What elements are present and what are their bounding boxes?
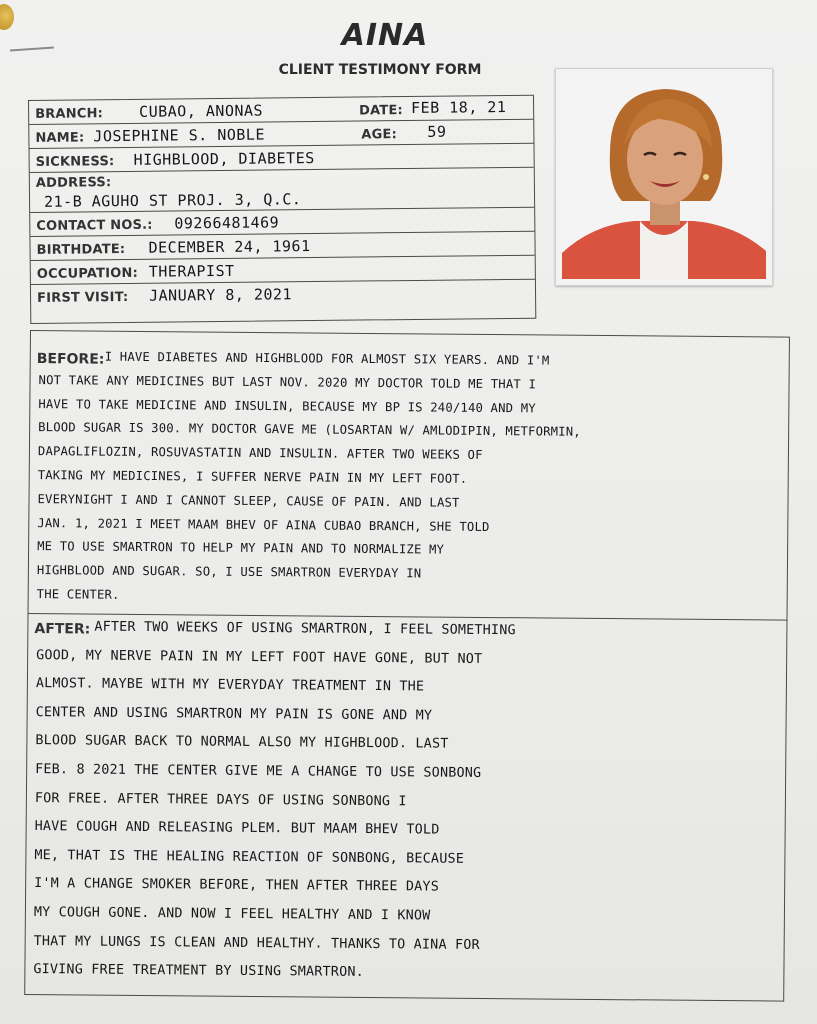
first-visit-value: JANUARY 8, 2021 (148, 285, 293, 305)
after-line: GOOD, MY NERVE PAIN IN MY LEFT FOOT HAVE GONE, BUT NOT (36, 647, 483, 667)
pushpin-icon (0, 4, 14, 30)
after-line: ME, THAT IS THE HEALING REACTION OF SONBONG, BECAUSE (34, 847, 465, 867)
first-visit-row (31, 280, 535, 309)
name-value: JOSEPHINE S. NOBLE (93, 125, 266, 146)
after-label: AFTER: (34, 621, 91, 638)
client-portrait-icon (562, 75, 766, 279)
occupation-value: THERAPIST (148, 261, 235, 281)
occupation-label: OCCUPATION: (36, 265, 139, 282)
after-line: FEB. 8 2021 THE CENTER GIVE ME A CHANGE TO USE SONBONG (35, 762, 482, 781)
contact-value: 09266481469 (174, 213, 280, 233)
before-line: TAKING MY MEDICINES, I SUFFER NERVE PAIN IN MY LEFT FOOT. (37, 468, 468, 486)
after-line: MY COUGH GONE. AND NOW I FEEL HEALTHY AND I KNOW (33, 905, 431, 924)
form-title: CLIENT TESTIMONY FORM (278, 62, 482, 78)
after-line: I'M A CHANGE SMOKER BEFORE, THEN AFTER THREE DAYS (34, 876, 440, 895)
address-label: ADDRESS: (35, 175, 112, 191)
before-line: THE CENTER. (36, 587, 120, 602)
after-line: CENTER AND USING SMARTRON MY PAIN IS GONE AND MY (35, 704, 433, 724)
before-label: BEFORE: (36, 351, 105, 368)
branch-value: CUBAO, ANONAS (139, 101, 264, 121)
birthdate-label: BIRTHDATE: (36, 241, 126, 258)
sickness-value: HIGHBLOOD, DIABETES (133, 149, 315, 169)
client-info-table (28, 95, 536, 324)
before-line: HIGHBLOOD AND SUGAR. SO, I USE SMARTRON EVERYDAY IN (36, 563, 422, 581)
client-photo-frame (555, 68, 773, 286)
before-line: NOT TAKE ANY MEDICINES BUT LAST NOV. 2020 MY DOCTOR TOLD ME THAT I (38, 372, 537, 392)
brand-title: AINA (341, 18, 429, 53)
sickness-label: SICKNESS: (35, 154, 115, 170)
before-line: JAN. 1, 2021 I MEET MAAM BHEV OF AINA CUBAO BRANCH, SHE TOLD (37, 515, 490, 534)
before-line: DAPAGLIFLOZIN, ROSUVASTATIN AND INSULIN. AFTER TWO WEEKS OF (37, 444, 483, 463)
date-value: FEB 18, 21 (411, 97, 507, 117)
paper-mark (10, 46, 54, 51)
contact-label: CONTACT NOS.: (36, 217, 153, 234)
before-line: BLOOD SUGAR IS 300. MY DOCTOR GAVE ME (LOSARTAN W/ AMLODIPIN, METFORMIN, (38, 420, 581, 440)
name-label: NAME: (35, 130, 85, 146)
age-label: AGE: (361, 127, 398, 143)
testimony-narrative (24, 330, 790, 1002)
after-line: HAVE COUGH AND RELEASING PLEM. BUT MAAM BHEV TOLD (34, 819, 440, 838)
branch-label: BRANCH: (35, 106, 104, 122)
age-value: 59 (427, 122, 447, 141)
before-line: ME TO USE SMARTRON TO HELP MY PAIN AND TO NORMALIZE MY (37, 539, 445, 558)
after-line: BLOOD SUGAR BACK TO NORMAL ALSO MY HIGHBLOOD. LAST (35, 733, 449, 753)
address-value: 21-B AGUHO ST PROJ. 3, Q.C. (43, 190, 302, 211)
after-line: GIVING FREE TREATMENT BY USING SMARTRON. (33, 962, 364, 981)
after-line: FOR FREE. AFTER THREE DAYS OF USING SONBONG I (34, 790, 407, 809)
before-line: I HAVE DIABETES AND HIGHBLOOD FOR ALMOST SIX YEARS. AND I'M (104, 349, 550, 368)
after-line: AFTER TWO WEEKS OF USING SMARTRON, I FEEL SOMETHING (94, 619, 516, 639)
address-row (30, 168, 534, 213)
after-line: ALMOST. MAYBE WITH MY EVERYDAY TREATMENT IN THE (35, 676, 425, 695)
date-label: DATE: (359, 103, 404, 119)
before-line: HAVE TO TAKE MEDICINE AND INSULIN, BECAUSE MY BP IS 240/140 AND MY (38, 396, 536, 416)
first-visit-label: FIRST VISIT: (36, 289, 129, 306)
after-line: THAT MY LUNGS IS CLEAN AND HEALTHY. THANKS TO AINA FOR (33, 933, 480, 953)
birthdate-value: DECEMBER 24, 1961 (148, 237, 311, 257)
before-line: EVERYNIGHT I AND I CANNOT SLEEP, CAUSE OF PAIN. AND LAST (37, 491, 460, 510)
